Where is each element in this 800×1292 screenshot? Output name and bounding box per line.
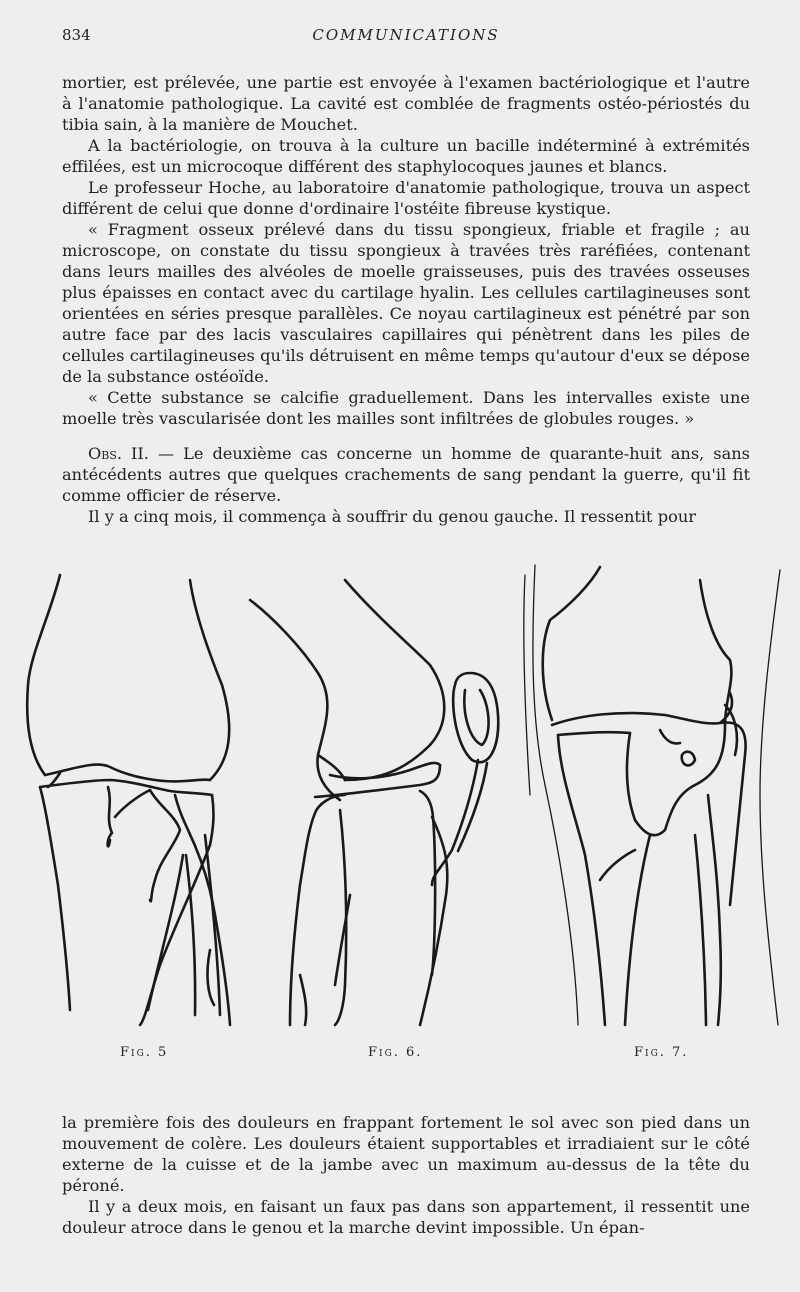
figure-6-caption: Fig. 6. [368,1045,423,1060]
figure-6-drawing [250,580,498,1025]
figures-area [0,555,800,1075]
observation-label: Obs. II. [88,444,149,463]
figure-7-caption: Fig. 7. [634,1045,689,1060]
figure-7-drawing [524,565,780,1025]
paragraph: « Cette substance se calcifie graduellement. Dans les intervalles existe une moelle très vascularisée dont les mailles sont infiltrées de globules rouges. » [62,388,750,428]
page-number: 834 [62,26,91,44]
paragraph: Il y a deux mois, en faisant un faux pas dans son appartement, il ressentit une douleur atroce dans le genou et la marche devint impossible. Un épan- [62,1197,750,1237]
paragraph: Le professeur Hoche, au laboratoire d'anatomie pathologique, trouva un aspect différent de celui que donne d'ordinaire l'ostéite fibreuse kystique. [62,178,750,218]
observation-text: — Le deuxième cas concerne un homme de quarante-huit ans, sans antécédents autres que quelques crachements de sang pendant la guerre, qu'il fit comme officier de réserve. [62,444,750,505]
body-text-top [62,72,750,527]
observation-paragraph [62,443,750,506]
paragraph: la première fois des douleurs en frappant fortement le sol avec son pied dans un mouvement de colère. Les douleurs étaient supportables et irradiaient sur le côté externe de la cuisse et de la jambe avec un maximum au-dessus de la tête du péroné. [62,1113,750,1195]
figure-5-drawing [27,575,230,1025]
figure-5-caption: Fig. 5 [120,1045,169,1060]
knee-xray-drawings [0,555,800,1075]
paragraph: mortier, est prélevée, une partie est envoyée à l'examen bactériologique et l'autre à l'anatomie pathologique. La cavité est comblée de fragments ostéo-périostés du tibia sain, à la manière de Mouchet. [62,73,750,134]
page-header [62,26,750,50]
paragraph: A la bactériologie, on trouva à la culture un bacille indéterminé à extrémités effilées, est un microcoque différent des staphylocoques jaunes et blancs. [62,136,750,176]
paragraph: Il y a cinq mois, il commença à souffrir du genou gauche. Il ressentit pour [88,507,696,526]
body-text-bottom [62,1112,750,1238]
paragraph: « Fragment osseux prélevé dans du tissu spongieux, friable et fragile ; au microscope, on constate du tissu spongieux à travées très raréfiées, contenant dans leurs mailles des alvéoles de moelle graisseuses, puis des travées osseuses plus épaisses en contact avec du cartilage hyalin. Les cellules cartilagineuses sont orientées en séries presque parallèles. Ce noyau cartilagineux est pénétré par son autre face par des lacis vasculaires capillaires qui pénètrent dans les piles de cellules cartilagineuses qu'ils détruisent en même temps qu'autour d'eux se dépose de la substance ostéoïde. [62,220,750,386]
running-title: COMMUNICATIONS [312,26,500,44]
